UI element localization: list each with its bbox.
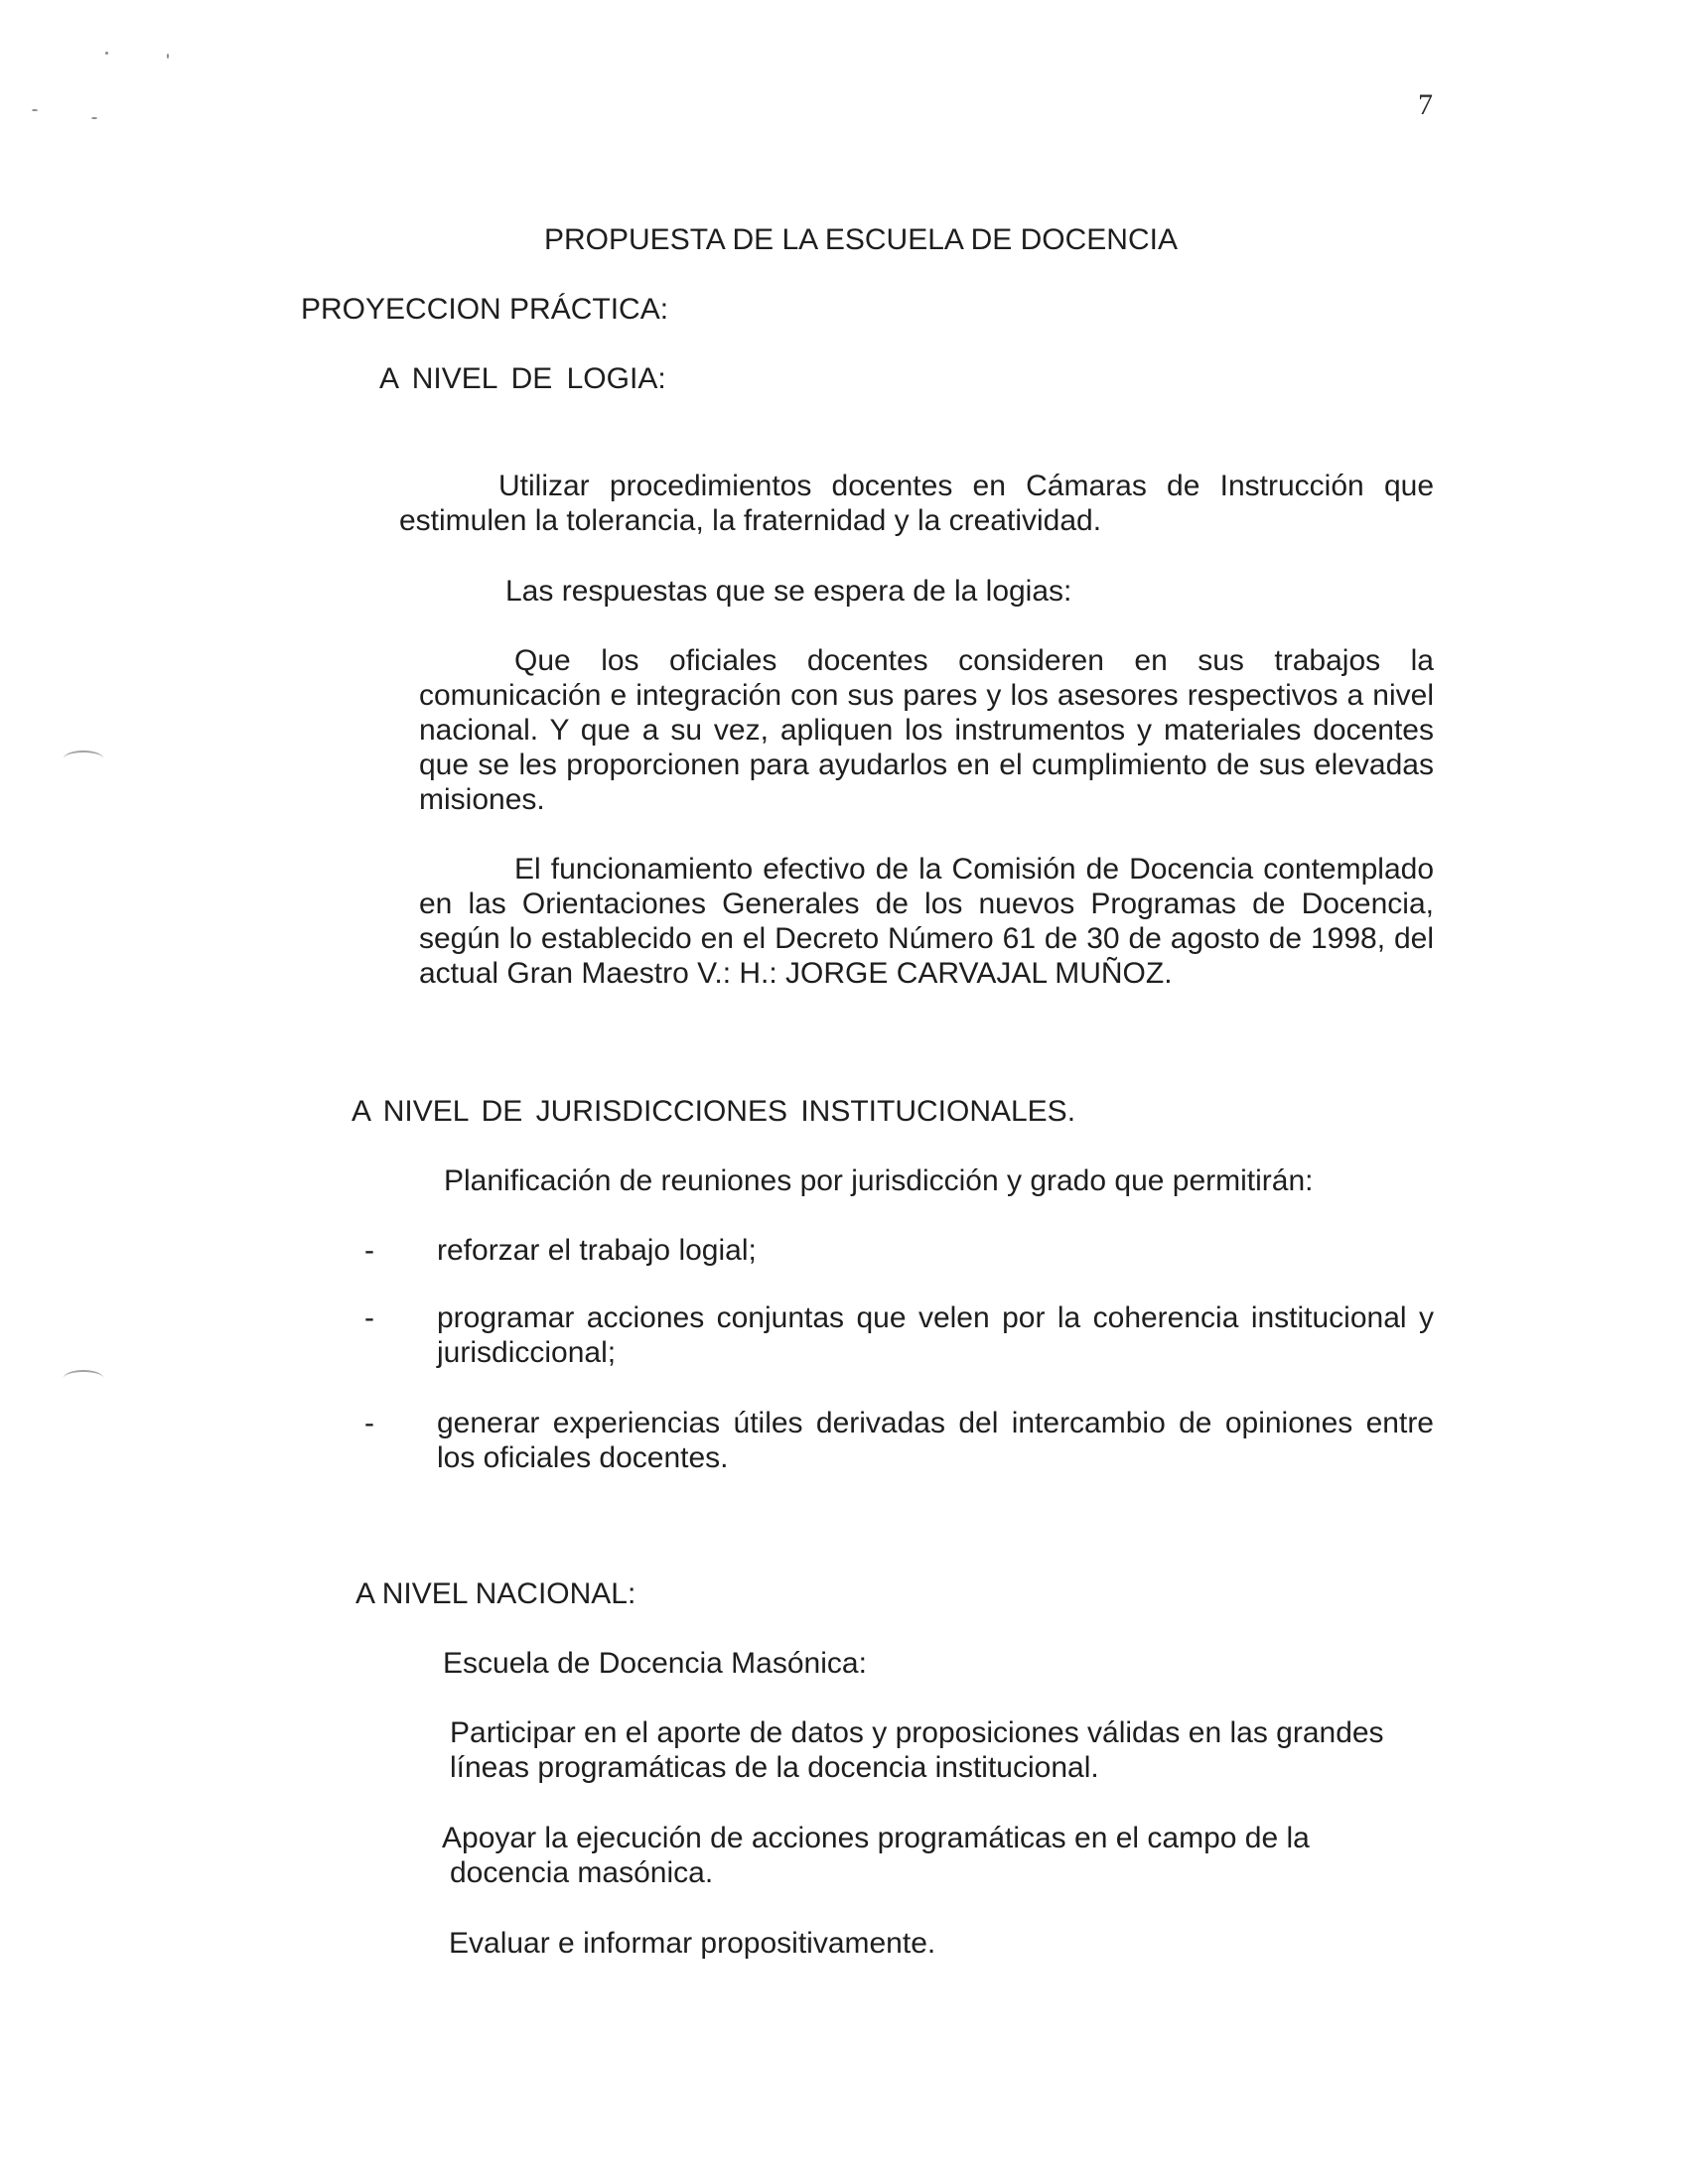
paragraph-funcionamiento: El funcionamiento efectivo de la Comisión de Docencia contemplado en las Orientaciones Generales de los nuevos Programas de Docencia, según lo establecido en el Decreto Número 61 de 30 de agosto de 1998, del actual Gran Maestro V.: H.: JORGE CARVAJAL MUÑOZ.	[419, 853, 1434, 990]
list-item-line: programar acciones conjuntas que velen por la coherencia institucional y	[437, 1301, 1434, 1334]
paragraph-evaluar: Evaluar e informar propositivamente.	[449, 1927, 936, 1960]
heading-nivel-nacional: A NIVEL NACIONAL:	[355, 1577, 636, 1610]
list-item-line: los oficiales docentes.	[437, 1441, 729, 1474]
document-title: PROPUESTA DE LA ESCUELA DE DOCENCIA	[544, 223, 1178, 256]
paragraph-line: docencia masónica.	[450, 1856, 714, 1889]
paragraph-procedimientos	[399, 469, 1434, 538]
scan-speck	[167, 54, 169, 59]
bullet-marker: -	[364, 1234, 374, 1267]
section-heading-proyeccion: PROYECCION PRÁCTICA:	[301, 293, 669, 326]
paragraph-participar	[450, 1715, 1403, 1785]
scan-mark	[64, 1370, 103, 1386]
heading-nivel-jurisdicciones: A NIVEL DE JURISDICCIONES INSTITUCIONALES.	[352, 1095, 1076, 1128]
scan-speck	[32, 109, 38, 111]
list-item	[437, 1406, 1434, 1475]
paragraph-line: líneas programáticas de la docencia institucional.	[450, 1751, 1099, 1784]
heading-nivel-logia: A NIVEL DE LOGIA:	[379, 362, 666, 395]
paragraph-planificacion: Planificación de reuniones por jurisdicción y grado que permitirán:	[444, 1164, 1314, 1197]
page-number: 7	[1418, 88, 1433, 121]
paragraph-line: Utilizar procedimientos docentes en Cámaras de Instrucción que	[498, 470, 1434, 502]
paragraph-line: estimulen la tolerancia, la fraternidad y la creatividad.	[399, 504, 1102, 537]
paragraph-apoyar	[442, 1821, 1395, 1890]
bullet-marker: -	[364, 1301, 374, 1334]
paragraph-line: Participar en el aporte de datos y proposiciones válidas en las grandes	[450, 1716, 1384, 1749]
scan-speck	[91, 117, 97, 119]
scan-mark	[64, 751, 103, 766]
list-item	[437, 1300, 1434, 1370]
paragraph-oficiales: Que los oficiales docentes consideren en sus trabajos la comunicación e integración con sus pares y los asesores respectivos a nivel nacional. Y que a su vez, apliquen los instrumentos y materiales docentes que se les proporcionen para ayudarlos en el cumplimiento de sus elevadas misiones.	[419, 644, 1434, 816]
paragraph-line: Apoyar la ejecución de acciones programáticas en el campo de la	[442, 1822, 1310, 1854]
bullet-marker: -	[364, 1407, 374, 1439]
list-item-line: generar experiencias útiles derivadas del intercambio de opiniones entre	[437, 1407, 1434, 1439]
list-item: reforzar el trabajo logial;	[437, 1234, 757, 1267]
paragraph-respuestas: Las respuestas que se espera de la logias:	[505, 575, 1072, 608]
list-item-line: jurisdiccional;	[437, 1336, 617, 1369]
paragraph-escuela-docencia: Escuela de Docencia Masónica:	[443, 1647, 867, 1680]
scan-speck	[105, 52, 108, 55]
